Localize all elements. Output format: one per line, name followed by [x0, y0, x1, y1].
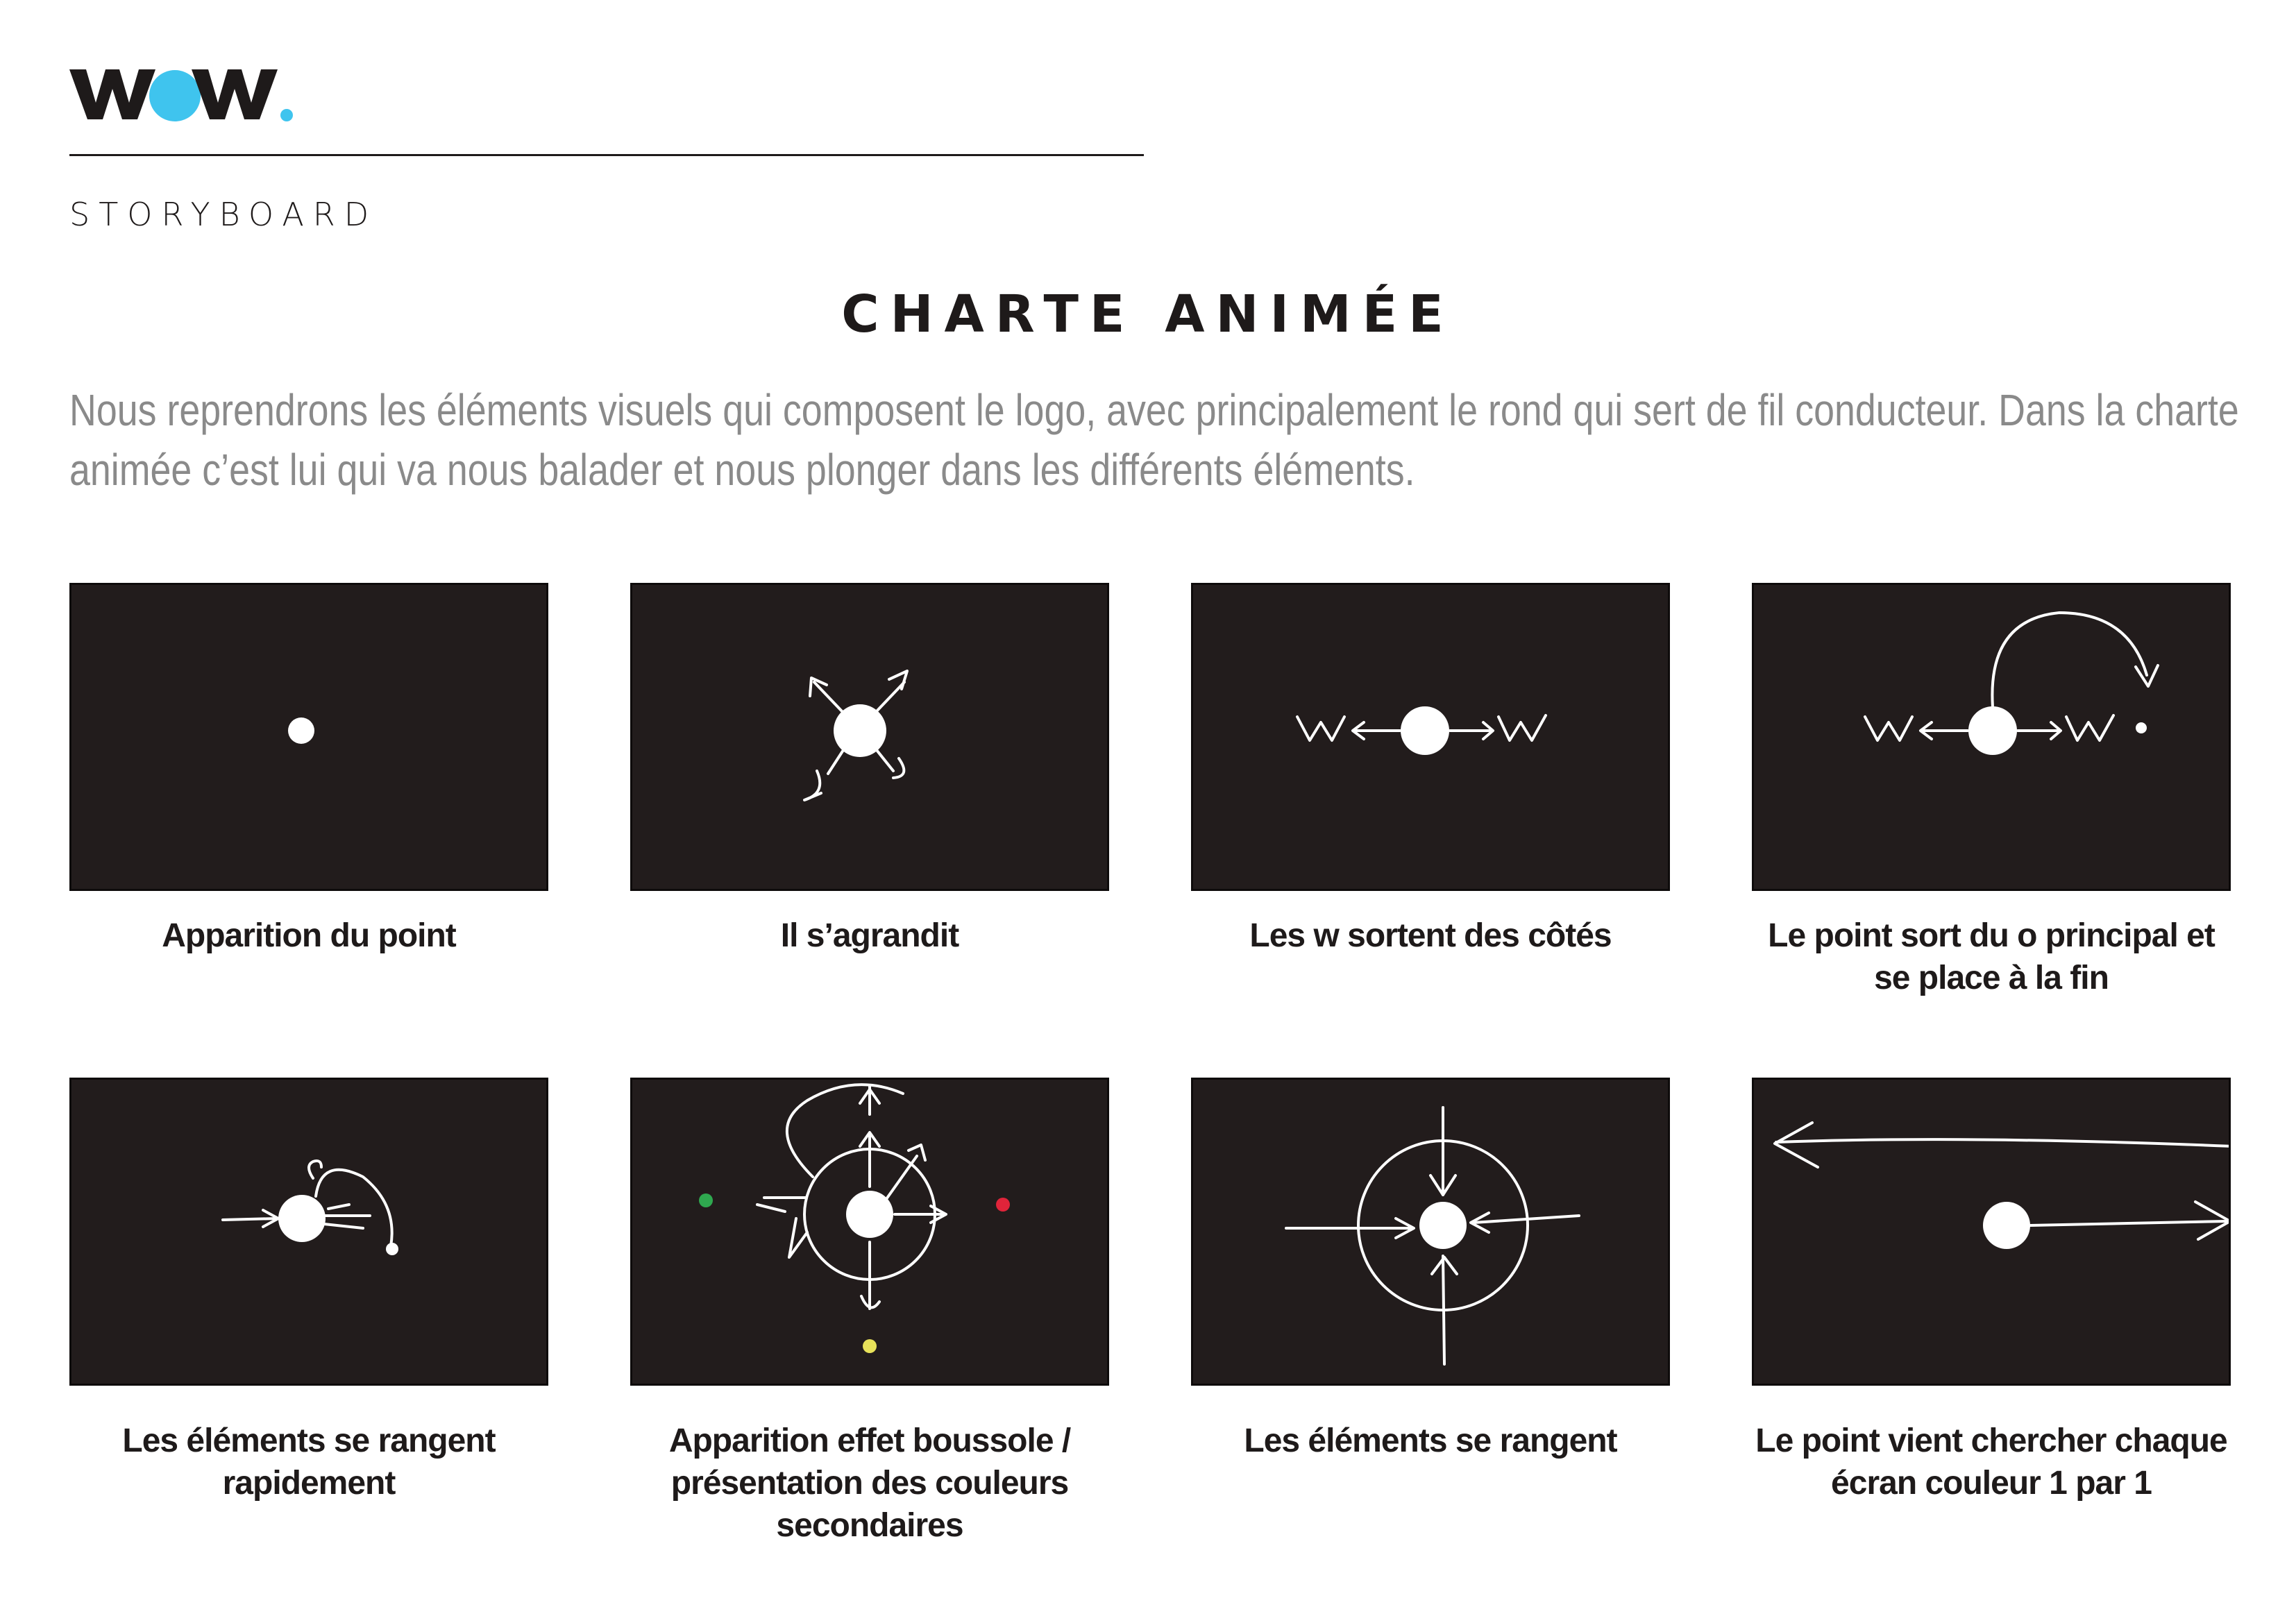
wow-logo: [69, 62, 298, 132]
storyboard-frame-3: [1191, 583, 1670, 891]
storyboard-frame-8: [1752, 1078, 2231, 1386]
sketch-compass-effect: [632, 1080, 1109, 1386]
frame-8-caption: Le point vient chercher chaque écran couleur 1 par 1: [1755, 1422, 2227, 1502]
sketch-elements-sort-fast: [71, 1080, 548, 1386]
section-label: STORYBOARD: [69, 196, 378, 233]
frame-3-caption: Les w sortent des côtés: [1249, 917, 1612, 954]
intro-paragraph: [69, 380, 2239, 500]
frame-6-caption: Apparition effet boussole / présentation des couleurs secondaires: [668, 1422, 1071, 1544]
frame-4-caption: Le point sort du o principal et se place à la fin: [1768, 917, 2215, 996]
sketch-dot-appears: [71, 585, 548, 891]
frame-2-caption: Il s’agrandit: [780, 917, 959, 954]
storyboard-frame-5: [69, 1078, 548, 1386]
sketch-dot-collects-screens: [1754, 1080, 2231, 1386]
sketch-dot-moves-to-end: [1754, 585, 2231, 891]
frame-5-caption: Les éléments se rangent rapidement: [122, 1422, 496, 1502]
frame-7-caption: Les éléments se rangent: [1244, 1422, 1617, 1459]
sketch-w-letters-exit: [1193, 585, 1670, 891]
storyboard-frame-7: [1191, 1078, 1670, 1386]
intro-text: Nous reprendrons les éléments visuels qui composent le logo, avec principalement le rond qui sert de fil conducteur. Dans la charte animée c’est lui qui va nous balader et nous plonger dans les différents éléments.: [69, 385, 2239, 495]
storyboard-frame-4: [1752, 583, 2231, 891]
storyboard-frame-6: [630, 1078, 1109, 1386]
storyboard-frame-1: [69, 583, 548, 891]
frame-1-caption: Apparition du point: [162, 917, 456, 954]
header-divider: [69, 154, 1144, 156]
sketch-dot-grows: [632, 585, 1109, 891]
page-title: CHARTE ANIMÉE: [841, 284, 1455, 344]
sketch-elements-sort: [1193, 1080, 1670, 1386]
storyboard-frame-2: [630, 583, 1109, 891]
